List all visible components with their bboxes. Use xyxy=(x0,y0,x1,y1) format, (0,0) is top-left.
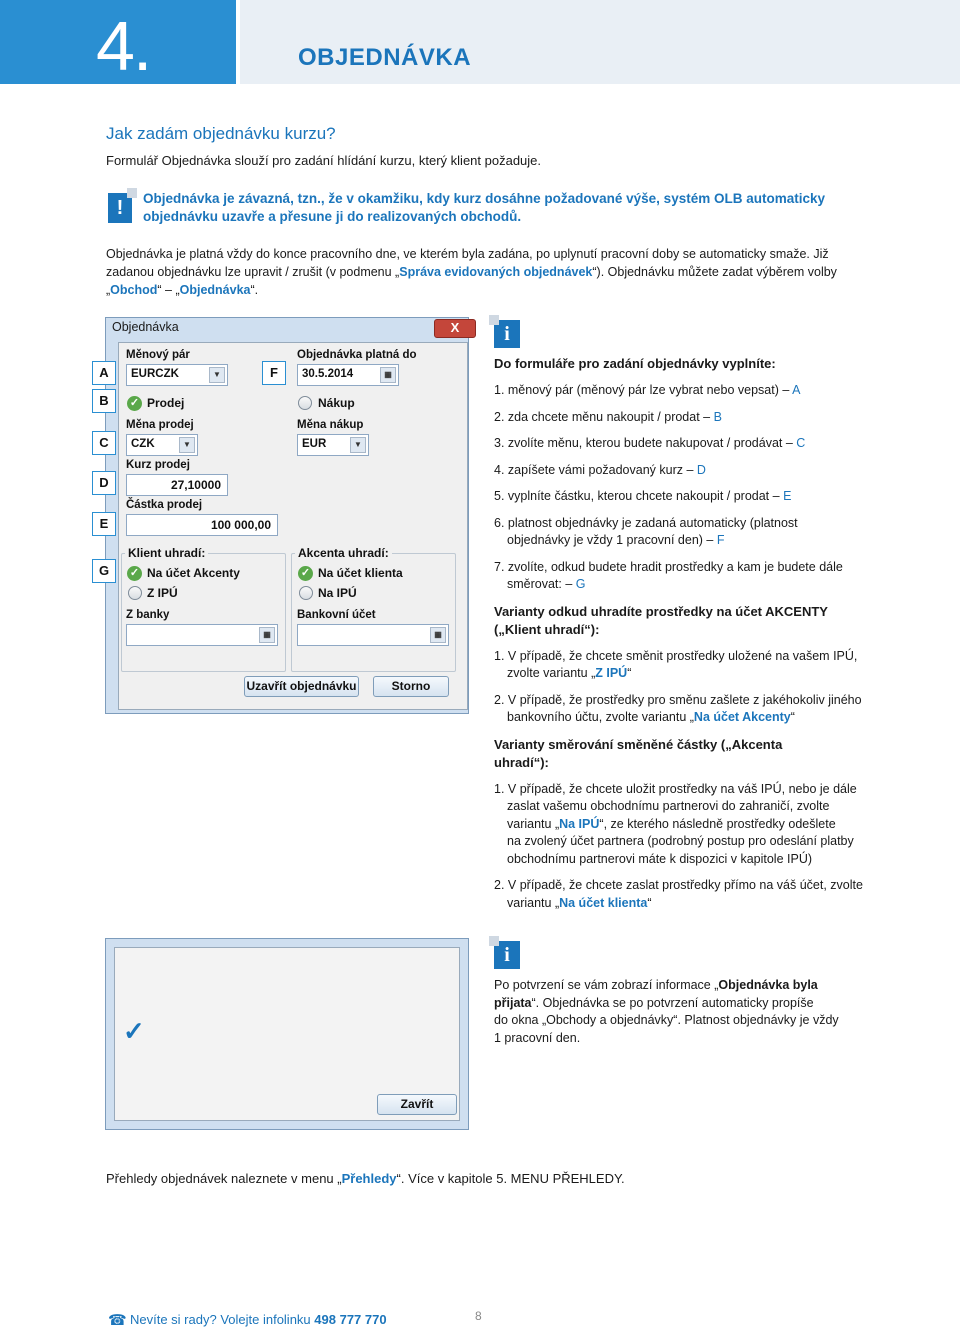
variant-line xyxy=(494,816,874,834)
text-span: “, ze kterého následně prostředky odešlete xyxy=(599,816,836,831)
text-span: “. xyxy=(250,283,259,297)
step-letter: F xyxy=(716,533,725,547)
sell-currency-select[interactable] xyxy=(126,434,198,456)
sell-option-label: Prodej xyxy=(147,396,185,410)
variant-line: 2. V případě, že prostředky pro směnu zašlete z jakéhokoliv jiného xyxy=(494,692,862,707)
marker-a: A xyxy=(92,361,116,385)
amount-label: Částka prodej xyxy=(126,499,203,511)
heading-line: Varianty odkud uhradíte prostředky na účet AKCENTY xyxy=(494,603,828,619)
step-text-line xyxy=(494,576,874,594)
chapter-number-block xyxy=(0,0,236,84)
currency-pair-select[interactable] xyxy=(126,364,228,386)
from-bank-label: Z banky xyxy=(126,609,170,621)
variant-line xyxy=(494,709,874,727)
chapter-title: OBJEDNÁVKA xyxy=(298,44,472,71)
text-span: “ – „ xyxy=(157,283,180,297)
rate-input[interactable]: 27,10000 xyxy=(126,474,228,496)
page-number: 8 xyxy=(475,1309,482,1323)
menu-ref-link: Přehledy xyxy=(341,1171,397,1186)
step-letter: A xyxy=(792,383,801,397)
valid-until-date[interactable] xyxy=(297,364,399,386)
step-letter: B xyxy=(713,409,722,424)
sell-currency-label: Měna prodej xyxy=(126,419,194,431)
marker-e: E xyxy=(92,512,116,536)
step-text: 3. zvolíte měnu, kterou budete nakupovat / prodávat – xyxy=(494,436,797,450)
confirmation-body xyxy=(114,947,460,1121)
text-span: “ xyxy=(627,666,632,680)
step-2 xyxy=(494,409,874,427)
confirmation-info xyxy=(494,977,874,1047)
text-span: variantu „ xyxy=(507,816,560,831)
warning-line: Objednávka je závazná, tzn., že v okamžiku, kdy kurz dosáhne požadované výše, systém OLB automaticky xyxy=(143,191,825,206)
step-text: 7. zvolíte, odkud budete hradit prostředky a kam je budete dále xyxy=(494,559,843,574)
buy-currency-select[interactable] xyxy=(297,434,369,456)
variant-line: zaslat vašemu obchodnímu partnerovi do zahraničí, zvolte xyxy=(507,799,830,813)
step-text: 6. platnost objednávky je zadaná automaticky (platnost xyxy=(494,515,798,530)
helpline-text: Nevíte si rady? Volejte infolinku xyxy=(130,1312,315,1327)
step-5 xyxy=(494,488,874,506)
cancel-button[interactable]: Storno xyxy=(373,676,449,697)
marker-d: D xyxy=(92,471,116,495)
step-4 xyxy=(494,462,874,480)
amount-input[interactable]: 100 000,00 xyxy=(126,514,278,536)
bank-account-label: Bankovní účet xyxy=(297,609,376,621)
text-span: Přehledy objednávek naleznete v menu „ xyxy=(106,1171,342,1186)
text-span: zadanou objednávku lze upravit / zrušit (v podmenu „ xyxy=(106,265,400,279)
step-7 xyxy=(494,559,874,594)
variant-line: na zvolený účet partnera (podrobný postup pro odeslání platby xyxy=(507,834,854,848)
route-variant-1 xyxy=(494,781,874,869)
paragraph-line xyxy=(106,281,906,299)
info-icon: i xyxy=(494,941,520,969)
variant-line: 2. V případě, že chcete zaslat prostředky přímo na váš účet, zvolte xyxy=(494,878,863,892)
info-line: 1 pracovní den. xyxy=(494,1030,581,1045)
client-opt2-radio[interactable] xyxy=(128,586,142,600)
chevron-down-icon[interactable]: ▼ xyxy=(350,437,366,453)
client-opt1-label: Na účet Akcenty xyxy=(147,566,240,580)
pay-variant-2 xyxy=(494,692,874,727)
warning-line: objednávku uzavře a přesune ji do realizovaných obchodů. xyxy=(143,209,522,224)
step-letter: E xyxy=(783,489,792,503)
checkmark-icon[interactable]: ✓ xyxy=(298,566,313,581)
akcenta-opt2-label: Na IPÚ xyxy=(318,586,357,600)
checkmark-icon[interactable]: ✓ xyxy=(127,396,142,411)
option-ref: Na IPÚ xyxy=(559,816,600,831)
text-span: bankovního účtu, zvolte variantu „ xyxy=(507,710,694,724)
akcenta-opt2-radio[interactable] xyxy=(299,586,313,600)
text-span: Po potvrzení se vám zobrazí informace „ xyxy=(494,978,719,992)
variants-pay-heading xyxy=(494,603,874,639)
save-order-button[interactable]: Uzavřít objednávku xyxy=(244,676,359,697)
close-button[interactable]: X xyxy=(434,319,476,338)
text-span: zvolte variantu „ xyxy=(507,666,596,680)
variant-line: 1. V případě, že chcete směnit prostředky uložené na vašem IPÚ, xyxy=(494,648,858,663)
client-opt2-label: Z IPÚ xyxy=(147,586,178,600)
phone-icon: ☎ xyxy=(108,1312,127,1329)
chevron-down-icon[interactable]: ▼ xyxy=(179,437,195,453)
calendar-icon[interactable]: ▦ xyxy=(380,367,396,383)
rate-label: Kurz prodej xyxy=(126,459,190,471)
validity-paragraph xyxy=(106,245,906,299)
order-dialog xyxy=(105,317,469,714)
calendar-icon[interactable]: ▦ xyxy=(259,627,275,643)
info-line: do okna „Obchody a objednávky“. Platnost objednávky je vždy xyxy=(494,1013,839,1027)
paragraph-line: Objednávka je platná vždy do konce pracovního dne, ve kterém byla zadána, po uplynutí pracovní doby se automaticky smaže. Již xyxy=(106,247,829,261)
checkmark-icon[interactable]: ✓ xyxy=(127,566,142,581)
variant-line xyxy=(494,665,874,683)
buy-radio[interactable] xyxy=(298,396,312,410)
variant-line xyxy=(494,895,874,913)
close-confirmation-button[interactable]: Zavřít xyxy=(377,1094,457,1115)
option-ref: Z IPÚ xyxy=(595,666,628,680)
buy-currency-value: EUR xyxy=(302,438,327,450)
step-letter: D xyxy=(696,462,706,477)
warning-text xyxy=(143,190,843,226)
text-span: “). Objednávku můžete zadat výběrem volby xyxy=(592,265,837,279)
text-span: „ xyxy=(106,283,111,297)
menu-ref-link: Objednávka xyxy=(179,283,251,297)
paragraph-line xyxy=(106,263,906,281)
akcenta-pays-title: Akcenta uhradí: xyxy=(295,546,392,560)
currency-pair-label: Měnový pár xyxy=(126,349,190,361)
heading-line: uhradí“): xyxy=(494,754,549,770)
chapter-number: 4. xyxy=(96,7,151,85)
marker-g: G xyxy=(92,559,116,583)
text-span: Objednávka byla xyxy=(718,978,818,992)
section-heading: Jak zadám objednávku kurzu? xyxy=(106,124,336,143)
step-1 xyxy=(494,382,874,400)
menu-ref-link: Správa evidovaných objednávek xyxy=(399,265,593,279)
variant-line: 1. V případě, že chcete uložit prostředky na váš IPÚ, nebo je dále xyxy=(494,781,857,796)
dialog-title: Objednávka xyxy=(112,320,179,334)
sell-currency-value: CZK xyxy=(131,438,155,450)
helpline-phone[interactable]: 498 777 770 xyxy=(314,1312,387,1327)
step-text-line xyxy=(494,532,874,550)
checkmark-icon: ✓ xyxy=(123,1016,145,1046)
info-line xyxy=(494,977,874,995)
step-text: 1. měnový pár (měnový pár lze vybrat nebo vepsat) – xyxy=(494,383,793,397)
text-span: “ xyxy=(647,895,652,910)
buy-option-label: Nákup xyxy=(318,396,355,410)
info-icon: i xyxy=(494,320,520,348)
intro-text: Formulář Objednávka slouží pro zadání hlídání kurzu, který klient požaduje. xyxy=(106,153,542,168)
akcenta-opt1-label: Na účet klienta xyxy=(318,566,403,580)
valid-until-value: 30.5.2014 xyxy=(302,368,354,380)
overview-text xyxy=(106,1170,625,1188)
variant-line: obchodnímu partnerovi máte k dispozici v kapitole IPÚ) xyxy=(507,851,813,866)
menu-ref-link: Obchod xyxy=(110,283,158,297)
step-6 xyxy=(494,515,874,550)
heading-line: („Klient uhradí“): xyxy=(494,621,600,637)
valid-until-label: Objednávka platná do xyxy=(297,349,417,361)
confirmation-dialog xyxy=(105,938,469,1130)
step-text: 4. zapíšete vámi požadovaný kurz – xyxy=(494,462,697,477)
marker-f: F xyxy=(262,361,286,385)
marker-c: C xyxy=(92,431,116,455)
option-ref: Na účet klienta xyxy=(559,895,648,910)
instructions-heading: Do formuláře pro zadání objednávky vyplníte: xyxy=(494,356,776,371)
option-ref: Na účet Akcenty xyxy=(693,710,791,724)
heading-line: Varianty směrování směněné částky („Akcenta xyxy=(494,736,783,752)
text-span: “. Více v kapitole 5. MENU PŘEHLEDY. xyxy=(396,1171,625,1186)
client-pays-title: Klient uhradí: xyxy=(125,546,208,560)
calendar-icon[interactable]: ▦ xyxy=(430,627,446,643)
exclamation-icon: ! xyxy=(108,193,132,223)
info-line xyxy=(494,995,874,1013)
step-text: objednávky je vždy 1 pracovní den) – xyxy=(507,533,717,547)
text-span: přijata xyxy=(494,995,532,1010)
currency-pair-value: EURCZK xyxy=(131,368,179,380)
marker-b: B xyxy=(92,389,116,413)
instructions xyxy=(494,355,874,912)
bank-account-select[interactable] xyxy=(297,624,449,646)
variants-route-heading xyxy=(494,736,874,772)
step-text: směrovat: – xyxy=(507,577,576,591)
buy-currency-label: Měna nákup xyxy=(297,419,364,431)
text-span: “. Objednávka se po potvrzení automaticky propíše xyxy=(531,995,814,1010)
from-bank-select[interactable] xyxy=(126,624,278,646)
route-variant-2 xyxy=(494,877,874,912)
text-span: “ xyxy=(790,710,795,724)
chevron-down-icon[interactable]: ▼ xyxy=(209,367,225,383)
step-text: 5. vyplníte částku, kterou chcete nakoupit / prodat – xyxy=(494,489,784,503)
pay-variant-1 xyxy=(494,648,874,683)
dialog-body xyxy=(118,342,468,710)
step-letter: C xyxy=(796,436,806,450)
step-3 xyxy=(494,435,874,453)
helpline xyxy=(130,1312,387,1327)
step-text: 2. zda chcete měnu nakoupit / prodat – xyxy=(494,409,714,424)
text-span: variantu „ xyxy=(507,895,560,910)
step-letter: G xyxy=(575,577,586,591)
